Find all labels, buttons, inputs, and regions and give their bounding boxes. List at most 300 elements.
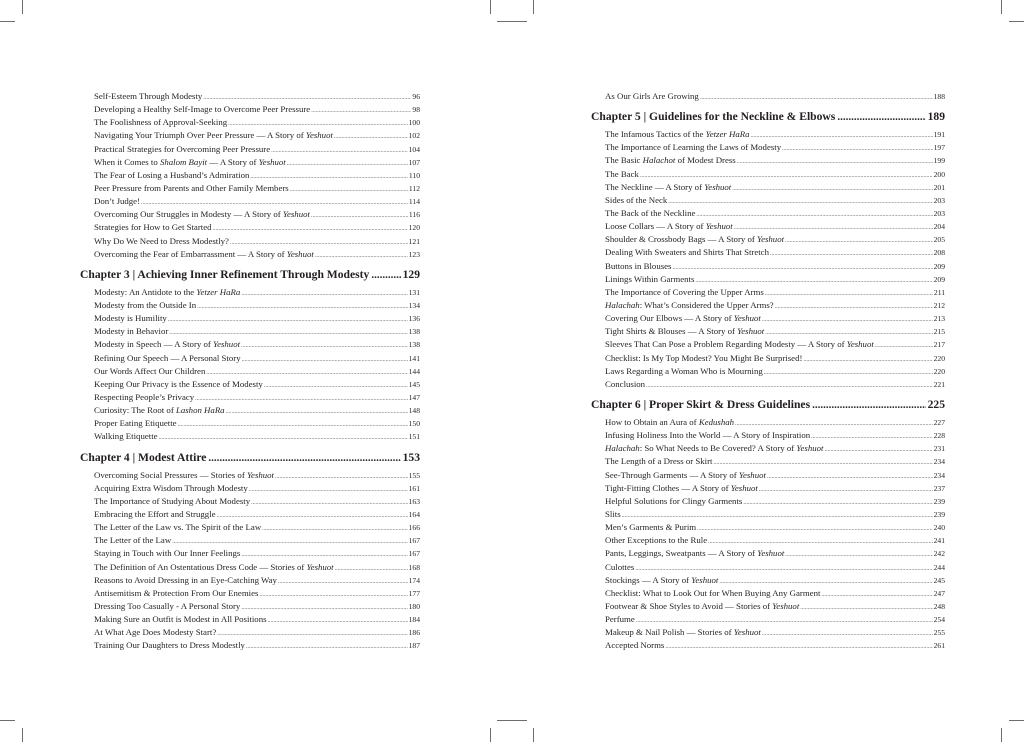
toc-entry[interactable] <box>80 248 420 261</box>
title-text: The Importance of Learning the Laws of Modesty <box>605 142 782 153</box>
toc-entry[interactable] <box>80 587 420 600</box>
page-number: 104 <box>408 144 420 154</box>
toc-entry[interactable] <box>591 365 945 378</box>
toc-title <box>605 587 820 600</box>
title-italic: Yeshuot <box>704 181 732 192</box>
title-text: Respecting People’s Privacy <box>94 391 195 402</box>
title-text: Chapter 5 | Guidelines for the Neckline & Elbows <box>591 110 836 124</box>
crop-mark <box>1001 728 1002 742</box>
page-number: 228 <box>933 431 945 441</box>
title-text: Modesty is Humility <box>94 313 167 324</box>
toc-title <box>94 103 310 116</box>
toc-title <box>605 325 764 338</box>
chapter-heading[interactable] <box>80 449 420 467</box>
toc-entry[interactable] <box>80 116 420 129</box>
toc-entry[interactable] <box>591 338 945 351</box>
toc-entry[interactable] <box>591 561 945 574</box>
dot-leader <box>665 639 932 654</box>
page-number: 211 <box>933 287 945 297</box>
toc-entry[interactable] <box>80 195 420 208</box>
page-number: 163 <box>408 496 420 506</box>
toc-entry[interactable] <box>80 521 420 534</box>
toc-entry[interactable] <box>80 169 420 182</box>
page-number: 208 <box>933 248 945 258</box>
page-number: 116 <box>408 210 420 220</box>
toc-entry[interactable] <box>591 574 945 587</box>
toc-entry[interactable] <box>591 312 945 325</box>
title-text: Navigating Your Triumph Over Peer Pressure — A Story of <box>94 130 306 141</box>
title-text: The Importance of Studying About Modesty <box>94 495 251 506</box>
title-text: The Importance of Covering the Upper Arms <box>605 286 764 297</box>
crop-mark <box>497 21 527 22</box>
toc-entry[interactable] <box>591 128 945 141</box>
title-text: Other Exceptions to the Rule <box>605 535 708 546</box>
title-text: Acquiring Extra Wisdom Through Modesty <box>94 482 248 493</box>
title-text: Overcoming Social Pressures — Stories of <box>94 469 247 480</box>
page-number: 144 <box>408 366 420 376</box>
toc-entry[interactable] <box>80 613 420 626</box>
toc-entry[interactable] <box>80 404 420 417</box>
toc-right-page <box>591 90 945 652</box>
page-number: 174 <box>408 575 420 585</box>
toc-entry[interactable] <box>80 143 420 156</box>
page-number: 234 <box>933 470 945 480</box>
page-number: 141 <box>408 353 420 363</box>
toc-entry[interactable] <box>591 455 945 468</box>
title-italic: Yeshuot <box>246 469 275 480</box>
page-number: 197 <box>933 143 945 153</box>
toc-entry[interactable] <box>591 521 945 534</box>
title-text: Covering Our Elbows — A Story of <box>605 313 734 324</box>
page-number: 205 <box>933 235 945 245</box>
title-text-after: : What’s Considered the Upper Arms? <box>639 299 774 310</box>
toc-entry[interactable] <box>591 416 945 429</box>
toc-entry[interactable] <box>591 534 945 547</box>
toc-title <box>605 207 695 220</box>
toc-entry[interactable] <box>80 286 420 299</box>
toc-title <box>94 286 240 299</box>
dot-leader <box>812 396 926 414</box>
toc-entry[interactable] <box>80 312 420 325</box>
title-text: Refining Our Speech — A Personal Story <box>94 352 241 363</box>
toc-entry[interactable] <box>591 429 945 442</box>
title-italic: Yeshuot <box>733 627 761 638</box>
toc-title <box>94 90 202 103</box>
toc-title <box>605 521 696 534</box>
title-text: Keeping Our Privacy is the Essence of Modesty <box>94 378 263 389</box>
title-text: Practical Strategies for Overcoming Peer Pressure <box>94 143 271 154</box>
toc-title <box>605 286 764 299</box>
toc-title <box>605 154 736 167</box>
toc-title <box>94 365 205 378</box>
toc-title <box>605 469 766 482</box>
toc-title <box>605 141 781 154</box>
title-text-after: of Modest Dress <box>675 155 736 166</box>
toc-entry[interactable] <box>591 194 945 207</box>
page-number: 150 <box>408 419 420 429</box>
title-text: Buttons in Blouses <box>605 260 672 271</box>
toc-entry[interactable] <box>80 547 420 560</box>
title-text: Strategies for How to Get Started <box>94 222 212 233</box>
page-number: 215 <box>933 327 945 337</box>
title-text: Slits <box>605 508 621 519</box>
page-number: 96 <box>412 92 420 101</box>
page-number: 131 <box>408 287 420 297</box>
title-text-after: — A Story of <box>207 156 259 167</box>
page-number: 189 <box>927 110 945 124</box>
toc-entry[interactable] <box>591 352 945 365</box>
toc-entry[interactable] <box>591 246 945 259</box>
title-italic: Yeshuot <box>757 234 785 245</box>
title-italic: Yeshuot <box>733 313 761 324</box>
toc-title <box>605 495 742 508</box>
page-number: 151 <box>408 432 420 442</box>
title-italic: Lashon HaRa <box>175 405 225 416</box>
toc-title <box>605 574 718 587</box>
title-text: The Definition of An Ostentatious Dress Code — Stories of <box>94 561 307 572</box>
toc-entry[interactable] <box>591 442 945 455</box>
page-number: 200 <box>933 169 945 179</box>
title-italic: Yeshuot <box>796 443 824 454</box>
toc-title <box>94 639 245 652</box>
toc-title <box>94 508 216 521</box>
toc-title <box>605 378 645 391</box>
toc-entry[interactable] <box>80 508 420 521</box>
toc-title <box>94 156 286 169</box>
page-number: 168 <box>408 562 420 572</box>
title-italic: Yeshuot <box>286 248 314 259</box>
page-number: 155 <box>408 470 420 480</box>
title-text: Peer Pressure from Parents and Other Family Members <box>94 182 289 193</box>
toc-entry[interactable] <box>80 299 420 312</box>
toc-left-page <box>80 90 420 652</box>
title-text: Checklist: Is My Top Modest? You Might Be Surprised! <box>605 352 803 363</box>
toc-title <box>605 233 784 246</box>
title-italic: Yeshuot <box>691 574 719 585</box>
toc-entry[interactable] <box>591 299 945 312</box>
toc-entry[interactable] <box>591 220 945 233</box>
page-number: 220 <box>933 353 945 363</box>
title-text: Modesty in Behavior <box>94 326 169 337</box>
title-text: Dressing Too Casually - A Personal Story <box>94 600 241 611</box>
toc-title <box>94 221 212 234</box>
page-number: 177 <box>408 588 420 598</box>
toc-entry[interactable] <box>591 207 945 220</box>
page-number: 112 <box>408 183 420 193</box>
toc-title <box>94 182 289 195</box>
page-number: 180 <box>408 601 420 611</box>
dot-leader <box>159 430 408 445</box>
toc-title <box>94 600 240 613</box>
chapter-heading[interactable] <box>80 266 420 284</box>
dot-leader <box>646 378 933 393</box>
toc-entry[interactable] <box>591 273 945 286</box>
toc-entry[interactable] <box>80 626 420 639</box>
toc-title <box>94 430 158 443</box>
page-number: 220 <box>933 366 945 376</box>
toc-entry[interactable] <box>80 182 420 195</box>
page-number: 203 <box>933 195 945 205</box>
title-text-after: : So What Needs to Be Covered? A Story of <box>639 443 797 454</box>
toc-title <box>605 442 823 455</box>
page-number: 167 <box>408 549 420 559</box>
toc-entry[interactable] <box>80 365 420 378</box>
crop-mark <box>22 728 23 742</box>
title-text: Training Our Daughters to Dress Modestly <box>94 640 245 651</box>
toc-entry[interactable] <box>591 260 945 273</box>
page-number: 225 <box>927 397 945 411</box>
page-number: 212 <box>933 300 945 310</box>
page-number: 221 <box>933 379 945 389</box>
toc-entry[interactable] <box>591 90 945 103</box>
crop-mark <box>0 720 15 721</box>
toc-entry[interactable] <box>591 181 945 194</box>
title-text: As Our Girls Are Growing <box>605 91 699 101</box>
dot-leader <box>315 248 408 263</box>
toc-title <box>605 561 634 574</box>
toc-title <box>80 266 369 284</box>
page-number: 164 <box>408 509 420 519</box>
toc-title <box>94 391 194 404</box>
toc-title <box>591 108 835 126</box>
toc-entry[interactable] <box>591 286 945 299</box>
title-text: Modesty: An Antidote to the <box>94 286 197 297</box>
title-text: Tight-Fitting Clothes — A Story of <box>605 482 731 493</box>
title-italic: Shalom Bayit <box>159 156 208 167</box>
toc-title <box>605 547 784 560</box>
title-text: Sleeves That Can Pose a Problem Regarding Modesty — A Story of <box>605 339 847 350</box>
toc-entry[interactable] <box>80 129 420 142</box>
crop-mark <box>1009 21 1024 22</box>
toc-entry[interactable] <box>591 547 945 560</box>
title-text: Why Do We Need to Dress Modestly? <box>94 235 229 246</box>
toc-title <box>94 495 250 508</box>
toc-entry[interactable] <box>591 154 945 167</box>
chapter-heading[interactable] <box>591 108 945 126</box>
page-number: 186 <box>408 628 420 638</box>
toc-entry[interactable] <box>80 235 420 248</box>
toc-title <box>94 248 314 261</box>
toc-title <box>605 639 664 652</box>
toc-entry[interactable] <box>80 325 420 338</box>
title-italic: Yetzer HaRa <box>705 129 750 140</box>
page-number: 239 <box>933 496 945 506</box>
toc-title <box>605 246 769 259</box>
page-number: 209 <box>933 274 945 284</box>
toc-title <box>94 547 240 560</box>
title-italic: Yeshuot <box>258 156 286 167</box>
page-number: 234 <box>933 457 945 467</box>
page-number: 161 <box>408 483 420 493</box>
title-text: How to Obtain an Aura of <box>605 416 699 427</box>
toc-entry[interactable] <box>80 561 420 574</box>
toc-title <box>94 626 216 639</box>
page-number: 148 <box>408 406 420 416</box>
title-italic: Kedushah <box>698 416 735 427</box>
title-text: Walking Etiquette <box>94 431 158 442</box>
page-number: 98 <box>412 105 420 115</box>
title-text: Helpful Solutions for Clingy Garments <box>605 495 743 506</box>
toc-entry[interactable] <box>80 90 420 103</box>
toc-entry[interactable] <box>591 613 945 626</box>
toc-entry[interactable] <box>80 469 420 482</box>
toc-entry[interactable] <box>591 639 945 652</box>
title-text: Laws Regarding a Woman Who is Mourning <box>605 365 763 376</box>
title-text: Men’s Garments & Purim <box>605 522 697 533</box>
toc-title <box>605 168 639 181</box>
title-text: Loose Collars — A Story of <box>605 221 706 232</box>
title-text: Our Words Affect Our Children <box>94 365 206 376</box>
toc-entry[interactable] <box>591 626 945 639</box>
title-text: Shoulder & Crossbody Bags — A Story of <box>605 234 757 245</box>
toc-entry[interactable] <box>80 338 420 351</box>
title-italic: Yeshuot <box>738 469 766 480</box>
page-number: 209 <box>933 261 945 271</box>
page-number: 244 <box>933 562 945 572</box>
title-italic: Yeshuot <box>730 482 758 493</box>
title-text: Stockings — A Story of <box>605 574 692 585</box>
page-number: 245 <box>933 575 945 585</box>
title-text: See-Through Garments — A Story of <box>605 469 739 480</box>
toc-entry[interactable] <box>80 574 420 587</box>
crop-mark <box>22 0 23 14</box>
page-number: 187 <box>408 641 420 651</box>
toc-title <box>605 194 667 207</box>
toc-entry[interactable] <box>80 103 420 116</box>
toc-entry[interactable] <box>591 469 945 482</box>
toc-title <box>605 260 671 273</box>
toc-entry[interactable] <box>80 639 420 652</box>
page-number: 239 <box>933 509 945 519</box>
title-text: The Length of a Dress or Skirt <box>605 456 713 467</box>
title-italic: Yeshuot <box>757 548 785 559</box>
toc-entry[interactable] <box>80 156 420 169</box>
page-number: 120 <box>408 223 420 233</box>
toc-entry[interactable] <box>591 378 945 391</box>
title-text: Chapter 3 | Achieving Inner Refinement Through Modesty <box>80 267 370 281</box>
toc-title <box>605 352 802 365</box>
toc-title <box>94 534 171 547</box>
page-number: 123 <box>408 249 420 259</box>
toc-title <box>605 220 733 233</box>
toc-entry[interactable] <box>591 482 945 495</box>
toc-entry[interactable] <box>591 508 945 521</box>
dot-leader <box>371 266 400 284</box>
page-number: 147 <box>408 392 420 402</box>
page-number: 213 <box>933 314 945 324</box>
title-text: Dealing With Sweaters and Shirts That Stretch <box>605 247 769 258</box>
title-text: The Letter of the Law <box>94 535 172 546</box>
crop-mark <box>1009 720 1024 721</box>
toc-title <box>94 469 274 482</box>
toc-title <box>94 482 248 495</box>
page-number: 204 <box>933 222 945 232</box>
title-text: Linings Within Garments <box>605 273 695 284</box>
page-number: 254 <box>933 615 945 625</box>
title-italic: Yeshuot <box>772 600 800 611</box>
title-italic: Yeshuot <box>282 209 310 220</box>
crop-mark <box>533 0 534 14</box>
toc-title <box>94 208 310 221</box>
page-number: 184 <box>408 615 420 625</box>
title-text: Tight Shirts & Blouses — A Story of <box>605 326 738 337</box>
title-text: Antisemitism & Protection From Our Enemies <box>94 587 259 598</box>
title-italic: Halachot <box>642 155 676 166</box>
toc-entry[interactable] <box>591 587 945 600</box>
page-number: 166 <box>408 523 420 533</box>
toc-entry[interactable] <box>80 221 420 234</box>
title-text: The Back of the Neckline <box>605 207 696 218</box>
toc-entry[interactable] <box>80 352 420 365</box>
title-italic: Yeshuot <box>846 339 874 350</box>
toc-entry[interactable] <box>80 417 420 430</box>
toc-title <box>94 613 267 626</box>
title-text: Infusing Holiness Into the World — A Story of Inspiration <box>605 430 811 441</box>
toc-entry[interactable] <box>80 208 420 221</box>
crop-mark <box>0 21 15 22</box>
title-text: The Neckline — A Story of <box>605 181 705 192</box>
toc-entry[interactable] <box>591 233 945 246</box>
page-number: 247 <box>933 588 945 598</box>
toc-entry[interactable] <box>80 482 420 495</box>
toc-title <box>605 338 874 351</box>
crop-mark <box>490 0 491 14</box>
toc-entry[interactable] <box>591 495 945 508</box>
toc-title <box>94 417 177 430</box>
toc-title <box>605 299 774 312</box>
toc-entry[interactable] <box>80 495 420 508</box>
title-text: Modesty from the Outside In <box>94 299 197 310</box>
title-italic: Yeshuot <box>213 339 241 350</box>
toc-entry[interactable] <box>591 325 945 338</box>
title-text: Chapter 6 | Proper Skirt & Dress Guidelines <box>591 397 811 411</box>
page-number: 241 <box>933 536 945 546</box>
toc-title <box>605 482 758 495</box>
page-number: 261 <box>933 641 945 651</box>
title-text: Culottes <box>605 561 635 572</box>
title-text: Overcoming Our Struggles in Modesty — A Story of <box>94 209 283 220</box>
title-text: At What Age Does Modesty Start? <box>94 627 217 638</box>
toc-entry[interactable] <box>591 600 945 613</box>
dot-leader <box>700 90 933 105</box>
page-number: 248 <box>933 601 945 611</box>
title-text: Making Sure an Outfit is Modest in All Positions <box>94 614 267 625</box>
toc-entry[interactable] <box>591 141 945 154</box>
toc-entry[interactable] <box>80 600 420 613</box>
page-number: 188 <box>933 92 945 101</box>
toc-title <box>605 128 750 141</box>
title-text: When it Comes to <box>94 156 160 167</box>
chapter-heading[interactable] <box>591 396 945 414</box>
toc-entry[interactable] <box>80 534 420 547</box>
page-number: 129 <box>402 267 420 281</box>
title-text: Staying in Touch with Our Inner Feelings <box>94 548 241 559</box>
title-text: Perfume <box>605 614 635 625</box>
toc-entry[interactable] <box>591 168 945 181</box>
title-italic: Yeshuot <box>306 561 334 572</box>
page-number: 201 <box>933 182 945 192</box>
title-text: The Infamous Tactics of the <box>605 129 706 140</box>
page-number: 121 <box>408 236 420 246</box>
toc-title <box>94 195 140 208</box>
toc-title <box>94 338 240 351</box>
title-text: Makeup & Nail Polish — Stories of <box>605 627 734 638</box>
toc-entry[interactable] <box>80 378 420 391</box>
title-text: Modesty in Speech — A Story of <box>94 339 213 350</box>
toc-entry[interactable] <box>80 391 420 404</box>
toc-title <box>605 181 731 194</box>
toc-entry[interactable] <box>80 430 420 443</box>
